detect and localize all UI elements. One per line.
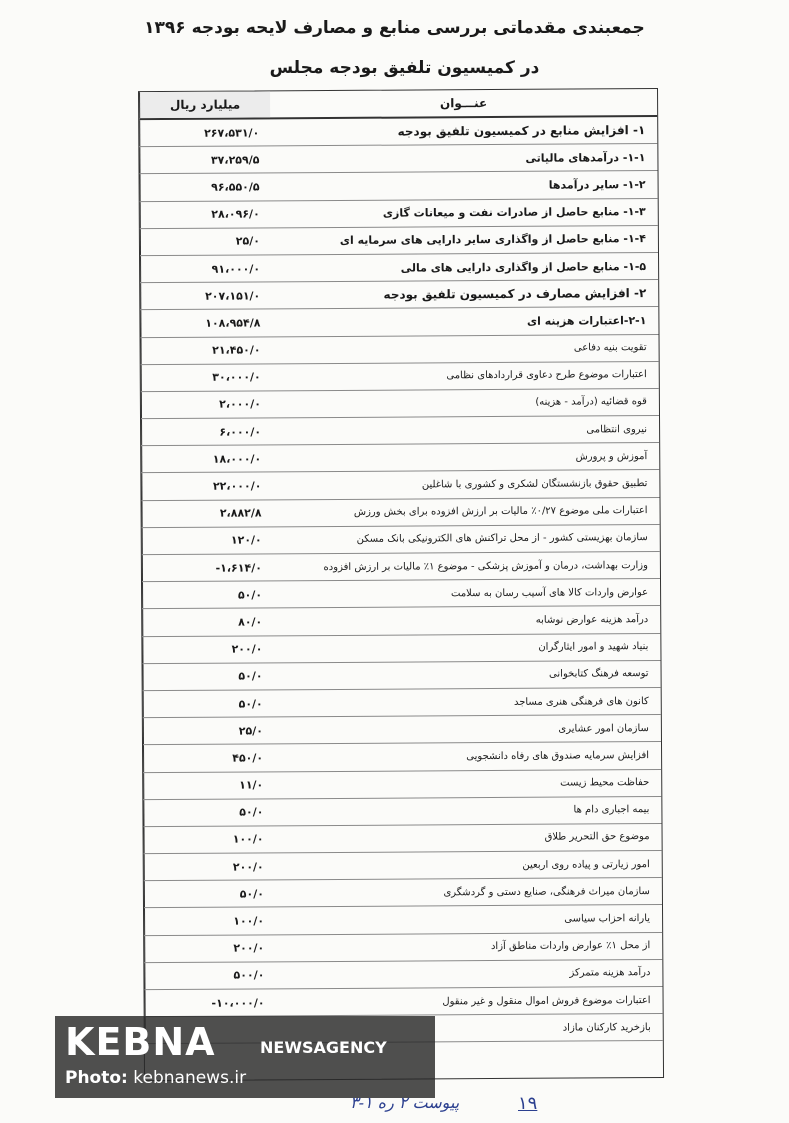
row-amount: ۲۲،۰۰۰/۰ [141,473,271,500]
row-amount: ۱۰۸،۹۵۴/۸ [140,310,270,337]
table-row [144,878,662,908]
table-row [142,552,660,582]
row-title: عوارض واردات کالا های آسیب رسان به سلامت [450,586,649,600]
row-amount: ۹۱،۰۰۰/۰ [140,255,270,282]
row-amount: ۱۰۰/۰ [144,908,274,935]
row-title: ۱-۵- منابع حاصل از واگذاری دارایی های مالی [400,259,647,275]
table-row [141,335,659,365]
table-row [144,960,662,990]
row-amount: ۲۱،۴۵۰/۰ [141,337,271,364]
row-amount: ۵۰/۰ [143,663,273,690]
row-title: قوه قضائیه (درآمد - هزینه) [535,396,647,409]
table-row [143,688,661,718]
row-title: اعتبارات موضوع فروش اموال منقول و غیر منقول [442,994,651,1007]
news-agency-watermark [55,1016,435,1098]
row-title: کانون های فرهنگی هنری مساجد [513,695,649,708]
row-amount: ۲۵/۰ [140,228,270,255]
row-title: ۱-۲- سایر درآمدها [548,178,646,192]
row-title: بیمه اجباری دام ها [573,804,650,816]
row-title: بازخرید کارکنان مازاد [562,1021,651,1034]
photo-credit-label: Photo: [65,1068,128,1088]
photo-credit-site: kebnanews.ir [133,1068,247,1088]
row-amount: ۵۰۰/۰ [144,962,274,989]
row-amount: ۵۰/۰ [143,690,273,717]
table-row [139,144,657,174]
table-row [142,579,660,609]
row-title: از محل ۱٪ عوارض واردات مناطق آزاد [490,940,651,953]
table-row [141,470,659,500]
kebna-logo: KEBNA [65,1020,216,1064]
row-title: امور زیارتی و پیاده روی اربعین [522,858,650,871]
column-header-amount: میلیارد ریال [139,91,270,118]
row-title: بنیاد شهید و امور ایثارگران [538,641,649,653]
table-row [143,661,661,691]
row-amount: ۲۸،۰۹۶/۰ [140,201,270,228]
table-row [144,933,662,963]
row-amount: ۸۰/۰ [142,609,272,636]
row-amount: ۲۰۰/۰ [142,636,272,663]
table-row [141,443,659,473]
row-amount: ۲۰۷،۱۵۱/۰ [140,282,270,309]
table-row [144,824,662,854]
row-title: تطبیق حقوق بازنشستگان لشکری و کشوری با شاغلین [421,478,648,491]
table-row [143,797,661,827]
table-row [145,987,663,1017]
table-row [141,389,659,419]
row-title: افزایش سرمایه صندوق های رفاه دانشجویی [466,749,650,763]
row-amount: ۵۰/۰ [143,799,273,826]
row-title: سازمان امور عشایری [558,722,649,735]
row-title: تقویت بنیه دفاعی [573,342,647,354]
table-row [140,307,658,337]
row-amount: ۲۶۷،۵۳۱/۰ [139,119,269,146]
table-row [144,851,662,881]
table-row [140,253,658,283]
table-row [143,769,661,799]
row-title: وزارت بهداشت، درمان و آموزش پزشکی - موضوع ۱٪ مالیات بر ارزش افزوده [323,559,648,573]
photo-credit [65,1068,246,1088]
handwritten-page-number: ۱۹ [518,1093,538,1114]
row-title: موضوع حق التحریر طلاق [544,831,650,844]
table-row [143,715,661,745]
row-title: نیروی انتظامی [586,423,648,436]
table-row [140,226,658,256]
table-row [140,280,658,310]
row-amount: ۲،۸۸۲/۸ [142,500,272,527]
row-amount: ۱۲۰/۰ [142,527,272,554]
row-amount: ۲۰۰/۰ [144,853,274,880]
handwritten-note: پیوست ۲ ره ۱-۳ [350,1093,460,1112]
row-title: ۱-۴- منابع حاصل از واگذاری سایر دارایی های سرمایه ای [339,232,646,248]
row-amount: ۲۵/۰ [143,717,273,744]
row-amount: ۶،۰۰۰/۰ [141,418,271,445]
row-amount: ۳۰،۰۰۰/۰ [141,364,271,391]
row-title: درآمد هزینه متمرکز [569,967,651,979]
row-amount: ۲،۰۰۰/۰ [141,391,271,418]
row-amount: ۹۶،۵۵۰/۵ [140,174,270,201]
table-row [139,117,657,147]
row-amount: -۱۰،۰۰۰/۰ [145,989,275,1016]
row-title: سازمان میراث فرهنگی، صنایع دستی و گردشگری [443,885,650,899]
row-title: سازمان بهزیستی کشور - از محل تراکنش های الکترونیکی بانک مسکن [356,532,648,546]
column-header-title: عنـــوان [439,96,488,111]
row-amount: ۳۷،۲۵۹/۵ [139,147,269,174]
table-row [141,416,659,446]
table-row [140,171,658,201]
row-amount: ۵۰/۰ [142,582,272,609]
table-row [143,742,661,772]
table-body [139,117,663,1045]
row-title: حفاظت محیط زیست [560,777,650,789]
row-amount: ۱۱/۰ [143,772,273,799]
row-amount: ۱۸،۰۰۰/۰ [141,446,271,473]
document-subtitle: در کمیسیون تلفیق بودجه مجلس [269,58,540,78]
budget-table [138,88,664,1081]
table-row [142,634,660,664]
table-row [141,362,659,392]
row-title: ۱-۳- منابع حاصل از صادرات نفت و میعانات گازی [382,205,646,220]
row-amount: -۱،۶۱۴/۰ [142,554,272,581]
row-title: ۲- افزایش مصارف در کمیسیون تلفیق بودجه [383,286,647,302]
row-title: توسعه فرهنگ کتابخوانی [549,668,649,681]
table-row [144,905,662,935]
row-amount: ۵۰/۰ [144,881,274,908]
document-title: جمعبندی مقدماتی بررسی منابع و مصارف لایحه بودجه ۱۳۹۶ [144,18,645,38]
row-amount: ۱۰۰/۰ [144,826,274,853]
table-header [139,89,657,120]
row-title: آموزش و پرورش [575,450,648,463]
row-title: ۲-۱-اعتبارات هزینه ای [526,313,647,328]
table-row [140,199,658,229]
row-title: ۱- افزایش منابع در کمیسیون تلفیق بودجه [397,123,646,139]
row-title: ۱-۱- درآمدهای مالیاتی [525,150,646,165]
row-amount: ۴۵۰/۰ [143,745,273,772]
row-title: اعتبارات موضوع طرح دعاوی قراردادهای نظامی [446,369,647,382]
table-row [142,498,660,528]
agency-label: NEWSAGENCY [260,1038,387,1057]
row-title: یارانه احزاب سیاسی [564,913,651,925]
table-row [142,525,660,555]
row-amount: ۲۰۰/۰ [144,935,274,962]
row-title: درآمد هزینه عوارض نوشابه [535,614,649,626]
table-row [142,606,660,636]
row-title: اعتبارات ملی موضوع ۰/۲۷٪ مالیات بر ارزش افزوده برای بخش ورزش [353,505,648,519]
